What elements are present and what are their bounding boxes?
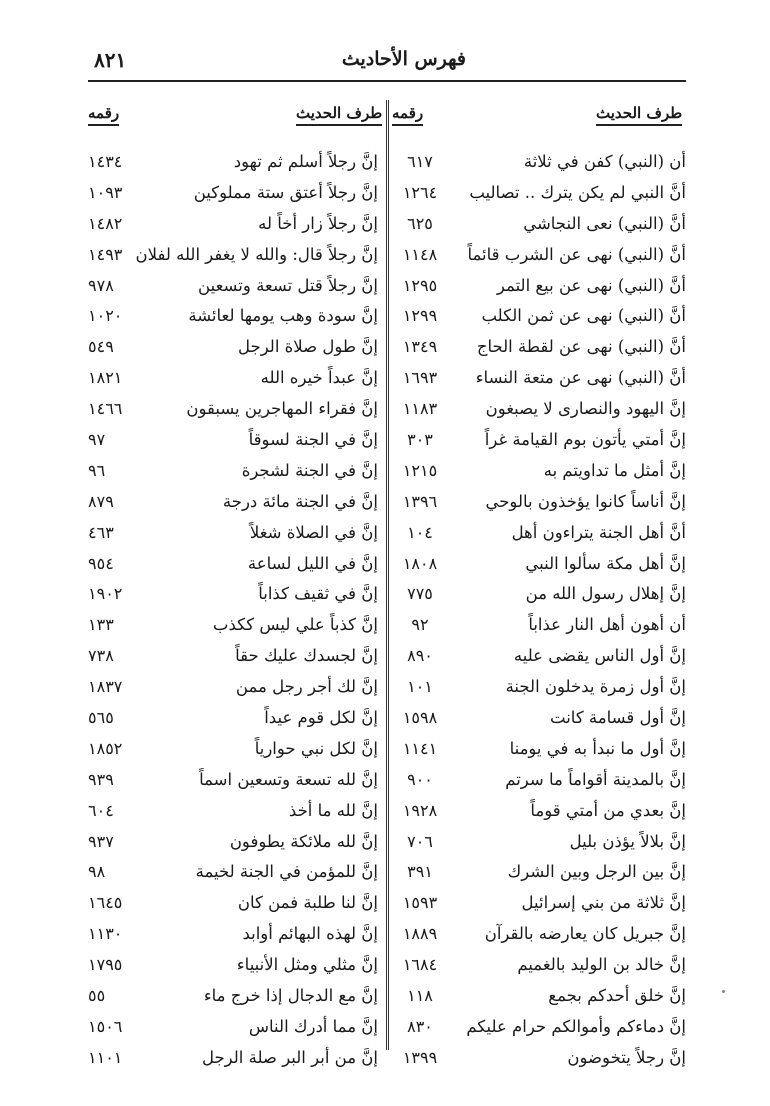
hadith-number: ١٨٣٧ <box>88 677 123 697</box>
hadith-opening-text: إنَّ رجلاً أسلم ثم تهود <box>233 151 378 171</box>
hadith-index-row <box>88 795 384 826</box>
hadith-number: ٧٣٨ <box>88 646 114 666</box>
hadith-opening-text: إنَّ لكل نبي حوارياً <box>254 738 378 758</box>
hadith-index-row <box>392 208 686 239</box>
hadith-number: ٣٩١ <box>407 862 433 882</box>
left-hadith-list <box>88 146 384 1073</box>
hadith-number: ٩٦ <box>88 460 106 480</box>
hadith-index-row <box>88 949 384 980</box>
hadith-opening-text: إنَّ لك أجر رجل ممن <box>235 677 378 697</box>
hadith-opening-text: إنَّ عبداً خيره الله <box>260 368 378 388</box>
hadith-index-row <box>392 362 686 393</box>
hadith-index-row <box>88 393 384 424</box>
hadith-index-row <box>88 270 384 301</box>
hadith-opening-text: إنَّ كذباً علي ليس ككذب <box>212 615 378 635</box>
hadith-number: ١٥٩٣ <box>402 893 438 913</box>
hadith-number: ١٠٢٠ <box>88 306 123 326</box>
hadith-index-row <box>392 300 686 331</box>
hadith-number: ١٧٩٥ <box>88 955 123 975</box>
hadith-index-row <box>88 331 384 362</box>
hadith-number: ١٣٩٦ <box>402 491 438 511</box>
hadith-opening-text: أنَّ (النبي) نعى النجاشي <box>523 213 686 233</box>
hadith-index-row <box>392 486 686 517</box>
hadith-index-row <box>392 1011 686 1042</box>
hadith-opening-text: إنَّ لجسدك عليك حقاً <box>235 646 378 666</box>
hadith-index-row <box>88 980 384 1011</box>
hadith-index-row <box>392 270 686 301</box>
header-rule <box>88 80 686 82</box>
hadith-number: ١٢٩٩ <box>402 306 438 326</box>
hadith-opening-text: إنَّ في ثقيف كذاباً <box>258 584 378 604</box>
hadith-opening-text: أن أهون أهل النار عذاباً <box>528 615 686 635</box>
hadith-number: ١٢٦٤ <box>402 182 438 202</box>
hadith-number: ٥٥ <box>88 985 106 1005</box>
hadith-index-row <box>88 239 384 270</box>
hadith-number: ١٣٩٩ <box>402 1047 438 1067</box>
hadith-index-row <box>88 1011 384 1042</box>
hadith-number: ١٣٤٩ <box>402 337 438 357</box>
page-header <box>88 44 684 80</box>
hadith-number: ٨٣٠ <box>407 1016 433 1036</box>
hadith-index-row <box>392 764 686 795</box>
hadith-opening-text: إنَّ أهل مكة سألوا النبي <box>525 553 686 573</box>
hadith-number: ١١٨٣ <box>402 399 438 419</box>
hadith-opening-text: إنَّ من أبر البر صلة الرجل <box>201 1047 378 1067</box>
hadith-index-row <box>392 795 686 826</box>
hadith-number: ٧٠٦ <box>407 831 433 851</box>
hadith-number: ١٦٤٥ <box>88 893 123 913</box>
hadith-number: ٥٤٩ <box>88 337 114 357</box>
hadith-index-row <box>88 733 384 764</box>
hadith-index-row <box>88 826 384 857</box>
right-number-header: رقمه <box>392 104 423 126</box>
hadith-opening-text: إنَّ إهلال رسول الله من <box>525 584 686 604</box>
print-speck <box>722 990 725 993</box>
hadith-number: ١٤٣٤ <box>88 151 123 171</box>
hadith-opening-text: إنَّ مثلي ومثل الأنبياء <box>236 955 378 975</box>
hadith-opening-text: أنَّ (النبي) نهى عن ثمن الكلب <box>481 306 686 326</box>
hadith-opening-text: إنَّ جبريل كان يعارضه بالقرآن <box>484 924 686 944</box>
hadith-number: ١١٤١ <box>402 738 438 758</box>
hadith-opening-text: إنَّ في الجنة لسوقاً <box>248 429 378 449</box>
hadith-number: ١٨٠٨ <box>402 553 438 573</box>
hadith-index-row <box>88 208 384 239</box>
hadith-number: ١٨٥٢ <box>88 738 123 758</box>
hadith-index-row <box>392 424 686 455</box>
hadith-index-row <box>88 455 384 486</box>
hadith-opening-text: إنَّ أول ما نبدأ به في يومنا <box>509 738 686 758</box>
hadith-opening-text: إنَّ لله تسعة وتسعين اسماً <box>199 769 378 789</box>
hadith-index-row <box>392 517 686 548</box>
hadith-index-row <box>392 578 686 609</box>
hadith-index-row <box>392 702 686 733</box>
hadith-opening-text: إنَّ رجلاً أعتق ستة مملوكين <box>193 182 378 202</box>
hadith-index-row <box>88 640 384 671</box>
hadith-opening-text: إنَّ في الجنة لشجرة <box>241 460 378 480</box>
hadith-number: ٨٧٩ <box>88 491 114 511</box>
hadith-number: ٩٥٤ <box>88 553 114 573</box>
hadith-index-row <box>88 362 384 393</box>
hadith-number: ١٠١ <box>407 677 433 697</box>
hadith-number: ١٤٩٣ <box>88 244 123 264</box>
left-number-header: رقمه <box>88 104 119 126</box>
hadith-number: ١٦٩٣ <box>402 368 438 388</box>
hadith-index-row <box>392 826 686 857</box>
hadith-number: ١٦٨٤ <box>402 955 438 975</box>
hadith-opening-text: إنَّ في الليل لساعة <box>247 553 378 573</box>
hadith-number: ١٨٨٩ <box>402 924 438 944</box>
hadith-number: ٣٠٣ <box>407 429 433 449</box>
hadith-index-row <box>392 239 686 270</box>
hadith-opening-text: إنَّ أول زمرة يدخلون الجنة <box>505 677 686 697</box>
hadith-number: ٩٨ <box>88 862 106 882</box>
column-divider <box>386 100 389 1050</box>
hadith-index-row <box>392 949 686 980</box>
hadith-opening-text: إنَّ طول صلاة الرجل <box>238 337 378 357</box>
hadith-number: ٨٩٠ <box>407 646 433 666</box>
hadith-index-row <box>88 887 384 918</box>
hadith-number: ١٥٠٦ <box>88 1016 123 1036</box>
hadith-opening-text: إنَّ لله ما أخذ <box>288 800 378 820</box>
hadith-number: ٩٠٠ <box>407 769 433 789</box>
hadith-number: ١١٤٨ <box>402 244 438 264</box>
hadith-opening-text: إنَّ بالمدينة أقواماً ما سرتم <box>505 769 686 789</box>
hadith-number: ٩٣٩ <box>88 769 114 789</box>
hadith-opening-text: إنَّ دماءكم وأموالكم حرام عليكم <box>466 1016 686 1036</box>
hadith-index-row <box>88 517 384 548</box>
hadith-index-row <box>392 733 686 764</box>
hadith-opening-text: إنَّ أمثل ما تداويتم به <box>543 460 686 480</box>
hadith-opening-text: إنَّ لنا طلبة فمن كان <box>237 893 378 913</box>
hadith-index-row <box>392 887 686 918</box>
hadith-number: ١٢١٥ <box>402 460 438 480</box>
hadith-opening-text: إنَّ ثلاثة من بني إسرائيل <box>521 893 686 913</box>
hadith-number: ١٠٩٣ <box>88 182 123 202</box>
hadith-number: ٦٠٤ <box>88 800 114 820</box>
hadith-index-row <box>392 548 686 579</box>
hadith-opening-text: إنَّ خلق أحدكم بجمع <box>548 985 686 1005</box>
hadith-index-row <box>392 455 686 486</box>
hadith-opening-text: إنَّ في الصلاة شغلاً <box>249 522 378 542</box>
hadith-opening-text: إنَّ أول الناس يقضى عليه <box>513 646 686 666</box>
hadith-number: ١١٠١ <box>88 1047 123 1067</box>
hadith-opening-text: إنَّ رجلاً قتل تسعة وتسعين <box>198 275 378 295</box>
hadith-number: ١٨٢١ <box>88 368 123 388</box>
hadith-index-row <box>392 1042 686 1073</box>
hadith-number: ١٣٣ <box>88 615 114 635</box>
page-title: فهرس الأحاديث <box>341 48 466 70</box>
hadith-number: ٦٢٥ <box>407 213 433 233</box>
hadith-opening-text: إنَّ بعدي من أمتي قوماً <box>530 800 686 820</box>
hadith-index-row <box>392 918 686 949</box>
hadith-number: ١٥٩٨ <box>402 707 438 727</box>
hadith-opening-text: إنَّ أول قسامة كانت <box>550 707 686 727</box>
hadith-index-row <box>392 393 686 424</box>
hadith-opening-text: إنَّ رجلاً يتخوضون <box>567 1047 686 1067</box>
hadith-opening-text: إنَّ اليهود والنصارى لا يصبغون <box>485 399 686 419</box>
hadith-opening-text: أنَّ أهل الجنة يتراءون أهل <box>511 522 686 542</box>
hadith-opening-text: إنَّ خالد بن الوليد بالغميم <box>517 955 686 975</box>
hadith-number: ١٢٩٥ <box>402 275 438 295</box>
hadith-index-row <box>392 609 686 640</box>
hadith-index-row <box>88 146 384 177</box>
hadith-opening-text: إنَّ فقراء المهاجرين يسبقون <box>186 399 378 419</box>
hadith-opening-text: إنَّ بين الرجل وبين الشرك <box>507 862 686 882</box>
hadith-index-row <box>392 640 686 671</box>
hadith-opening-text: أنَّ (النبي) نهى عن متعة النساء <box>475 368 686 388</box>
page-number: ٨٢١ <box>94 48 127 72</box>
hadith-index-row <box>392 177 686 208</box>
hadith-index-row <box>392 331 686 362</box>
hadith-opening-text: إنَّ أناساً كانوا يؤخذون بالوحي <box>485 491 686 511</box>
hadith-opening-text: أنَّ (النبي) نهى عن الشرب قائماً <box>467 244 686 264</box>
hadith-number: ٧٧٥ <box>407 584 433 604</box>
hadith-index-row <box>88 764 384 795</box>
hadith-index-row <box>88 1042 384 1073</box>
hadith-opening-text: إنَّ رجلاً زار أخاً له <box>258 213 378 233</box>
hadith-index-row <box>88 856 384 887</box>
hadith-opening-text: إنَّ مع الدجال إذا خرج ماء <box>203 985 378 1005</box>
hadith-opening-text: أنَّ (النبي) نهى عن لقطة الحاج <box>476 337 686 357</box>
hadith-index-row <box>88 918 384 949</box>
hadith-opening-text: إنَّ مما أدرك الناس <box>248 1016 378 1036</box>
hadith-index-row <box>88 486 384 517</box>
right-hadith-header: طرف الحديث <box>596 104 682 126</box>
hadith-index-row <box>88 424 384 455</box>
hadith-number: ٩٧ <box>88 429 106 449</box>
hadith-index-row <box>392 980 686 1011</box>
hadith-index-row <box>392 671 686 702</box>
hadith-index-row <box>88 177 384 208</box>
hadith-number: ١٤٦٦ <box>88 399 123 419</box>
hadith-number: ١٠٤ <box>407 522 433 542</box>
hadith-number: ٥٦٥ <box>88 707 114 727</box>
hadith-number: ٩٣٧ <box>88 831 114 851</box>
hadith-number: ٩٧٨ <box>88 275 114 295</box>
hadith-number: ٩٢ <box>411 615 429 635</box>
hadith-opening-text: إنَّ في الجنة مائة درجة <box>222 491 378 511</box>
hadith-index-row <box>392 856 686 887</box>
hadith-number: ١٤٨٢ <box>88 213 123 233</box>
left-hadith-header: طرف الحديث <box>296 104 382 126</box>
hadith-opening-text: إنَّ لكل قوم عيداً <box>264 707 378 727</box>
hadith-opening-text: إنَّ رجلاً قال: والله لا يغفر الله لفلان <box>135 244 378 264</box>
hadith-opening-text: إنَّ لله ملائكة يطوفون <box>229 831 378 851</box>
hadith-number: ١١٨ <box>407 985 433 1005</box>
hadith-opening-text: إنَّ للمؤمن في الجنة لخيمة <box>195 862 378 882</box>
hadith-number: ٦١٧ <box>407 151 433 171</box>
hadith-index-row <box>88 300 384 331</box>
hadith-opening-text: أنَّ (النبي) نهى عن بيع التمر <box>496 275 686 295</box>
hadith-index-row <box>392 146 686 177</box>
hadith-index-row <box>88 548 384 579</box>
hadith-opening-text: أن (النبي) كفن في ثلاثة <box>523 151 686 171</box>
hadith-index-row <box>88 671 384 702</box>
hadith-number: ١١٣٠ <box>88 924 123 944</box>
hadith-opening-text: إنَّ أمتي يأتون بوم القيامة غراً <box>484 429 686 449</box>
hadith-number: ١٩٢٨ <box>402 800 438 820</box>
hadith-opening-text: إنَّ سودة وهب يومها لعائشة <box>188 306 378 326</box>
hadith-index-row <box>88 609 384 640</box>
hadith-index-row <box>88 702 384 733</box>
hadith-number: ٤٦٣ <box>88 522 114 542</box>
hadith-number: ١٩٠٢ <box>88 584 123 604</box>
hadith-opening-text: أنَّ النبي لم يكن يترك .. تصاليب <box>469 182 686 202</box>
hadith-opening-text: إنَّ لهذه البهائم أوابد <box>242 924 378 944</box>
hadith-opening-text: إنَّ بلالاً يؤذن بليل <box>569 831 686 851</box>
hadith-index-row <box>88 578 384 609</box>
right-hadith-list <box>392 146 686 1073</box>
